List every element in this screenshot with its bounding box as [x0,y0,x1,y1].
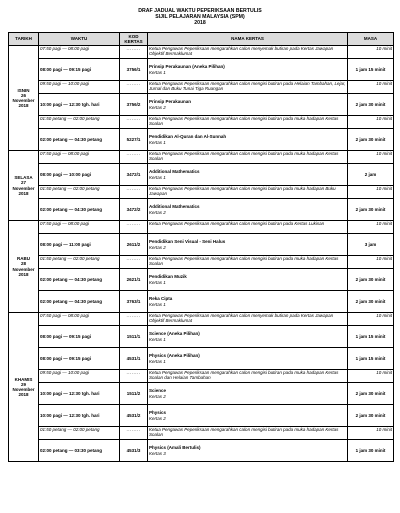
paper-number: Kertas 1 [149,279,166,285]
instruction-text: Ketua Pengawas Peperiksaan mengarahkan calon mengisi butiran pada Helaian Tambahan, Lejar, Jurnal dan Buku Tunai Tiga Ruangan [148,81,348,94]
timetable-body [9,46,394,462]
duration-cell: 2 jam 30 minit [348,269,394,291]
paper-name-cell [148,440,348,462]
paper-name: Science (Aneka Pilihan) [149,331,200,337]
time-cell: 01:50 petang — 02:00 petang [39,256,120,269]
paper-name: Pendidikan Muzik [149,274,187,280]
paper-number: Kertas 1 [149,358,166,364]
paper-name: Additional Mathematics [149,169,200,175]
code-cell: ........ [120,186,148,199]
code-cell: ........ [120,221,148,234]
time-cell: 02:00 petang — 03:30 petang [39,440,120,462]
paper-number: Kertas 2 [149,209,166,215]
instruction-row [9,313,394,326]
day-year: 2018 [18,392,29,398]
exam-row [9,405,394,427]
instruction-row [9,116,394,129]
paper-name-cell [148,164,348,186]
time-cell: 01:50 petang — 02:00 petang [39,186,120,199]
code-cell: 3756/1 [120,59,148,81]
title-line-2: SIJIL PELAJARAN MALAYSIA (SPM) [155,14,245,20]
duration-cell: 3 jam [348,234,394,256]
time-cell: 01:50 petang — 02:00 petang [39,116,120,129]
time-cell: 10:00 pagi — 12:30 tgh. hari [39,383,120,405]
duration-cell: 10 minit [348,221,394,234]
duration-cell: 10 minit [348,186,394,199]
paper-number: Kertas 2 [149,104,166,110]
time-cell: 09:50 pagi — 10:00 pagi [39,81,120,94]
paper-name-cell [148,383,348,405]
instruction-text: Ketua Pengawas Peperiksaan mengarahkan calon mengisi butiran pada muka hadapan Kertas Soalan [148,151,348,164]
day-day: KHAMIS [14,376,33,382]
paper-name: Additional Mathematics [149,204,200,210]
time-cell: 02:00 petang — 04:30 petang [39,291,120,313]
instruction-text: Ketua Pengawas Peperiksaan mengarahkan calon mengisi butiran pada muka hadapan Kertas Soalan [148,116,348,129]
paper-number: Kertas 2 [149,415,166,421]
exam-row [9,326,394,348]
code-cell: 3472/1 [120,164,148,186]
duration-cell: 10 minit [348,81,394,94]
header-date: TARIKH [9,33,39,46]
code-cell: ........ [120,116,148,129]
duration-cell: 10 minit [348,370,394,383]
code-cell: 4531/2 [120,405,148,427]
time-cell: 07:50 pagi — 08:00 pagi [39,313,120,326]
code-cell: ........ [120,370,148,383]
header-time: WAKTU [39,33,120,46]
instruction-text: Ketua Pengawas Peperiksaan mengarahkan calon mengisi butiran pada muka hadapan Buku Jawapan [148,186,348,199]
time-cell: 07:50 pagi — 08:00 pagi [39,46,120,59]
duration-cell: 1 jam 15 minit [348,348,394,370]
time-cell: 08:00 pagi — 11:00 pagi [39,234,120,256]
exam-row [9,59,394,81]
exam-timetable [8,32,394,462]
duration-cell: 2 jam 30 minit [348,383,394,405]
day-cell [9,151,39,221]
paper-name-cell [148,348,348,370]
code-cell: 1511/1 [120,326,148,348]
instruction-row [9,81,394,94]
duration-cell: 1 jam 30 minit [348,440,394,462]
exam-row [9,164,394,186]
instruction-text: Ketua Pengawas Peperiksaan mengarahkan calon menyemak butiran pada Kertas Jawapan Objektif Bermaklumat [148,46,348,59]
paper-number: Kertas 1 [149,174,166,180]
duration-cell: 10 minit [348,313,394,326]
duration-cell: 1 jam 15 minit [348,326,394,348]
paper-name: Physics [149,410,167,416]
duration-cell: 10 minit [348,151,394,164]
day-day: ISNIN [17,87,30,93]
paper-name-cell [148,199,348,221]
day-cell [9,221,39,313]
exam-row [9,348,394,370]
code-cell: 4531/3 [120,440,148,462]
time-cell: 08:00 pagi — 09:15 pagi [39,348,120,370]
title-line-1: DRAF JADUAL WAKTU PEPERIKSAAN BERTULIS [138,8,262,14]
time-cell: 01:50 petang — 02:00 petang [39,427,120,440]
exam-row [9,199,394,221]
header-duration: MASA [348,33,394,46]
duration-cell: 2 jam 30 minit [348,129,394,151]
instruction-text: Ketua Pengawas Peperiksaan mengarahkan calon menyemak butiran pada Kertas Jawapan Objektif Bermaklumat [148,313,348,326]
duration-cell: 2 jam [348,164,394,186]
day-cell [9,46,39,151]
paper-name: Pendidikan Seni Visual - Seni Halus [149,239,226,245]
duration-cell: 10 minit [348,116,394,129]
paper-name: Prinsip Perakaunan (Aneka Pilihan) [149,64,225,70]
paper-number: Kertas 1 [149,69,166,75]
exam-row [9,234,394,256]
exam-row [9,94,394,116]
paper-name-cell [148,269,348,291]
paper-name: Reka Cipta [149,296,173,302]
duration-cell: 1 jam 15 minit [348,59,394,81]
code-cell: ........ [120,313,148,326]
instruction-row [9,427,394,440]
instruction-row [9,186,394,199]
paper-name: Prinsip Perakaunan [149,99,192,105]
time-cell: 08:00 pagi — 10:00 pagi [39,164,120,186]
code-cell: 3763/1 [120,291,148,313]
instruction-row [9,46,394,59]
time-cell: 10:00 pagi — 12:30 tgh. hari [39,405,120,427]
code-cell: ........ [120,46,148,59]
header-code: KOD KERTAS [120,33,148,46]
instruction-text: Ketua Pengawas Peperiksaan mengarahkan calon mengisi butiran pada muka hadapan Kertas Soalan [148,427,348,440]
paper-name-cell [148,326,348,348]
paper-name-cell [148,234,348,256]
instruction-text: Ketua Pengawas Peperiksaan mengarahkan calon mengisi butiran pada muka hadapan Kertas Soalan [148,256,348,269]
duration-cell: 10 minit [348,256,394,269]
time-cell: 09:50 pagi — 10:00 pagi [39,370,120,383]
time-cell: 02:00 petang — 04:30 petang [39,129,120,151]
code-cell: 4531/1 [120,348,148,370]
title-line-3: 2018 [194,20,206,26]
duration-cell: 2 jam 30 minit [348,291,394,313]
paper-name: Science [149,388,167,394]
paper-name-cell [148,129,348,151]
exam-row [9,291,394,313]
header-row [9,33,394,46]
day-date: 29 November [12,381,35,392]
paper-name: Physics (Aneka Pilihan) [149,353,200,359]
code-cell: 3472/2 [120,199,148,221]
day-year: 2018 [18,190,29,196]
code-cell: ........ [120,256,148,269]
duration-cell: 2 jam 30 minit [348,199,394,221]
instruction-row [9,151,394,164]
exam-row [9,129,394,151]
time-cell: 07:50 pagi — 08:00 pagi [39,151,120,164]
duration-cell: 10 minit [348,46,394,59]
paper-number: Kertas 1 [149,139,166,145]
instruction-row [9,256,394,269]
paper-name: Pendidikan Al-Quran dan Al-Sunnah [149,134,227,140]
code-cell: ........ [120,151,148,164]
code-cell: 2611/2 [120,234,148,256]
code-cell: 1511/2 [120,383,148,405]
code-cell: 2621/1 [120,269,148,291]
time-cell: 02:00 petang — 04:30 petang [39,199,120,221]
paper-name-cell [148,291,348,313]
time-cell: 02:00 petang — 04:30 petang [39,269,120,291]
day-date: 26 November [12,92,35,103]
day-day: RABU [17,256,30,262]
time-cell: 08:00 pagi — 09:15 pagi [39,326,120,348]
code-cell: ........ [120,427,148,440]
time-cell: 07:50 pagi — 08:00 pagi [39,221,120,234]
paper-name-cell [148,405,348,427]
paper-number: Kertas 2 [149,244,166,250]
day-date: 27 November [12,180,35,191]
time-cell: 08:00 pagi — 09:15 pagi [39,59,120,81]
exam-row [9,383,394,405]
instruction-text: Ketua Pengawas Peperiksaan mengarahkan calon mengisi butiran pada Kertas Lukisan [148,221,348,234]
code-cell: 3756/2 [120,94,148,116]
day-year: 2018 [18,271,29,277]
paper-name-cell [148,59,348,81]
instruction-row [9,221,394,234]
paper-number: Kertas 2 [149,393,166,399]
duration-cell: 2 jam 30 minit [348,405,394,427]
exam-row [9,440,394,462]
day-year: 2018 [18,103,29,109]
header-paper-name: NAMA KERTAS [148,33,348,46]
paper-number: Kertas 1 [149,336,166,342]
day-day: SELASA [14,175,33,181]
time-cell: 10:00 pagi — 12:30 tgh. hari [39,94,120,116]
day-cell [9,313,39,462]
duration-cell: 10 minit [348,427,394,440]
exam-row [9,269,394,291]
document-title [0,0,400,26]
instruction-row [9,370,394,383]
day-date: 28 November [12,261,35,272]
paper-name: Physics (Amali Bertulis) [149,445,201,451]
paper-number: Kertas 1 [149,301,166,307]
code-cell: ........ [120,81,148,94]
code-cell: 5227/1 [120,129,148,151]
paper-number: Kertas 3 [149,450,166,456]
instruction-text: Ketua Pengawas Peperiksaan mengarahkan calon mengisi butiran pada muka hadapan Kertas Soalan dan Helaian Tambahan [148,370,348,383]
duration-cell: 2 jam 30 minit [348,94,394,116]
paper-name-cell [148,94,348,116]
